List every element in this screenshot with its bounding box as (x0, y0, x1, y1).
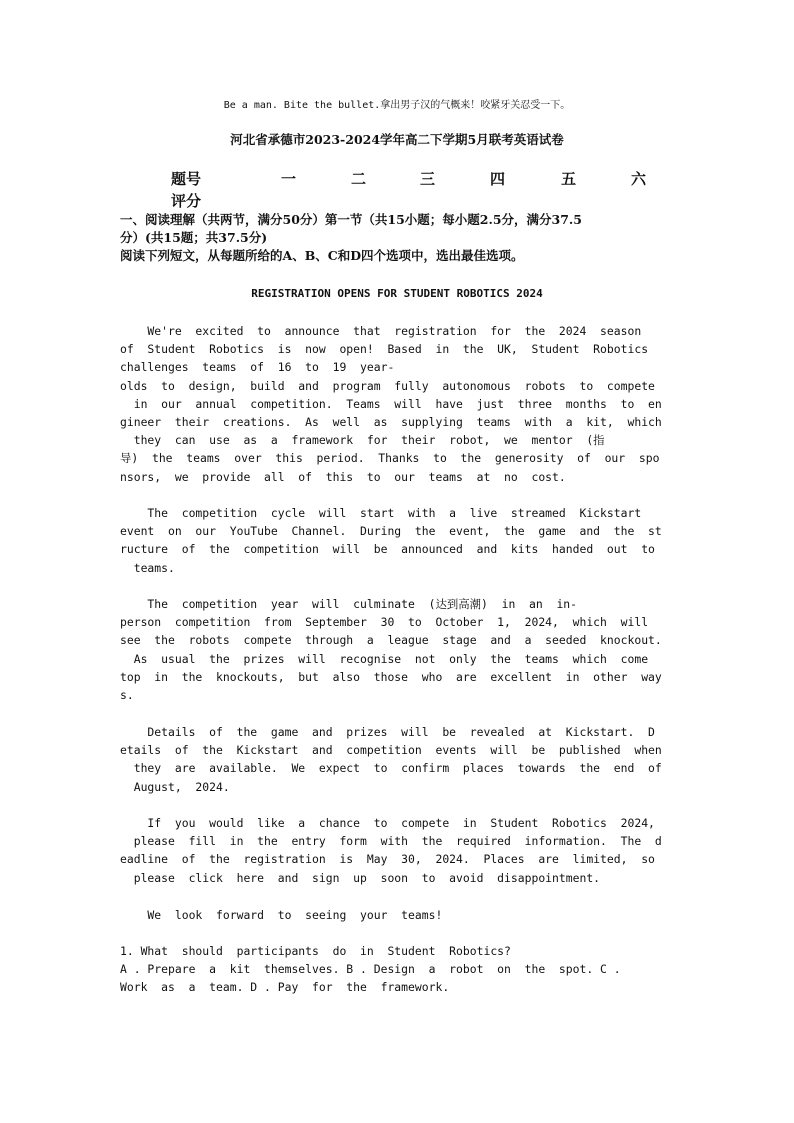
passage-paragraph-4 (120, 723, 680, 796)
passage-heading: REGISTRATION OPENS FOR STUDENT ROBOTICS 2024 (251, 287, 543, 300)
exam-title: 河北省承德市2023-2024学年高二下学期5月联考英语试卷 (230, 132, 564, 147)
score-column-4: 四 (490, 170, 506, 188)
passage-line: person competition from September 30 to October 1, 2024, which will (120, 615, 649, 630)
section-instruction: 阅读下列短文，从每题所给的A、B、C和D四个选项中，选出最佳选项。 (120, 248, 524, 263)
section-heading-line-2: 分）(共15题；共37.5分) (120, 230, 268, 245)
passage-line: Details of the game and prizes will be revealed at Kickstart. D (120, 725, 655, 739)
passage-line: event on our YouTube Channel. During the event, the game and the st (120, 524, 662, 539)
passage-line: We look forward to seeing your teams! (120, 908, 443, 922)
passage-paragraph-1 (120, 322, 680, 486)
passage-line: challenges teams of 16 to 19 year- (120, 360, 395, 375)
question-1 (120, 942, 680, 997)
score-column-5: 五 (561, 170, 577, 188)
passage-paragraph-5 (120, 814, 680, 887)
passage-paragraph-2 (120, 504, 680, 577)
passage-line: We're excited to announce that registration for the 2024 season (120, 324, 642, 338)
passage-line: see the robots compete through a league stage and a seeded knockout. (120, 633, 662, 648)
passage-line: The competition year will culminate (达到高潮) in an in- (120, 597, 578, 611)
passage-line: eadline of the registration is May 30, 2024. Places are limited, so (120, 852, 655, 867)
passage-line: top in the knockouts, but also those who are excellent in other way (120, 669, 662, 684)
passage-line: ructure of the competition will be announced and kits handed out to (120, 542, 655, 557)
passage-line: teams. (120, 560, 175, 575)
passage-paragraph-3 (120, 595, 680, 704)
score-column-2: 二 (351, 170, 367, 188)
passage-line: olds to design, build and program fully autonomous robots to compete (120, 378, 655, 393)
motto-line: Be a man. Bite the bullet.拿出男子汉的气概来！咬紧牙关忍受一下。 (223, 100, 571, 111)
passage-line: they are available. We expect to confirm places towards the end of (120, 761, 662, 776)
passage-line: As usual the prizes will recognise not only the teams which come (120, 651, 649, 666)
passage-line: August, 2024. (120, 779, 230, 794)
passage-line: gineer their creations. As well as supplying teams with a kit, which (120, 414, 662, 429)
passage-line: etails of the Kickstart and competition events will be published when (120, 743, 662, 758)
score-table-header-label: 题号 (171, 170, 202, 188)
passage-paragraph-6 (120, 906, 680, 924)
passage-line: 导) the teams over this period. Thanks to the generosity of our spo (120, 451, 660, 466)
question-options-line: Work as a team. D . Pay for the framework. (120, 980, 450, 995)
passage-line: The competition cycle will start with a live streamed Kickstart (120, 506, 642, 520)
score-table-score-label: 评分 (171, 192, 202, 210)
passage-line: please fill in the entry form with the required information. The d (120, 834, 662, 849)
section-heading-line-1: 一、阅读理解（共两节，满分50分）第一节（共15小题；每小题2.5分，满分37.5 (120, 212, 582, 227)
section-heading (120, 211, 582, 265)
passage-line: of Student Robotics is now open! Based in the UK, Student Robotics (120, 342, 649, 357)
passage-line: If you would like a chance to compete in Student Robotics 2024, (120, 816, 655, 830)
passage-line: please click here and sign up soon to avoid disappointment. (120, 870, 601, 885)
score-column-3: 三 (420, 170, 436, 188)
question-stem: 1. What should participants do in Student Robotics? (120, 944, 511, 958)
score-column-6: 六 (631, 170, 647, 188)
question-options-line: A . Prepare a kit themselves. B . Design a robot on the spot. C . (120, 962, 621, 977)
passage-line: s. (120, 687, 134, 702)
score-column-1: 一 (281, 170, 297, 188)
passage-line: nsors, we provide all of this to our teams at no cost. (120, 469, 566, 484)
passage-line: they can use as a framework for their robot, we mentor (指 (120, 433, 605, 448)
passage-line: in our annual competition. Teams will have just three months to en (120, 396, 662, 411)
